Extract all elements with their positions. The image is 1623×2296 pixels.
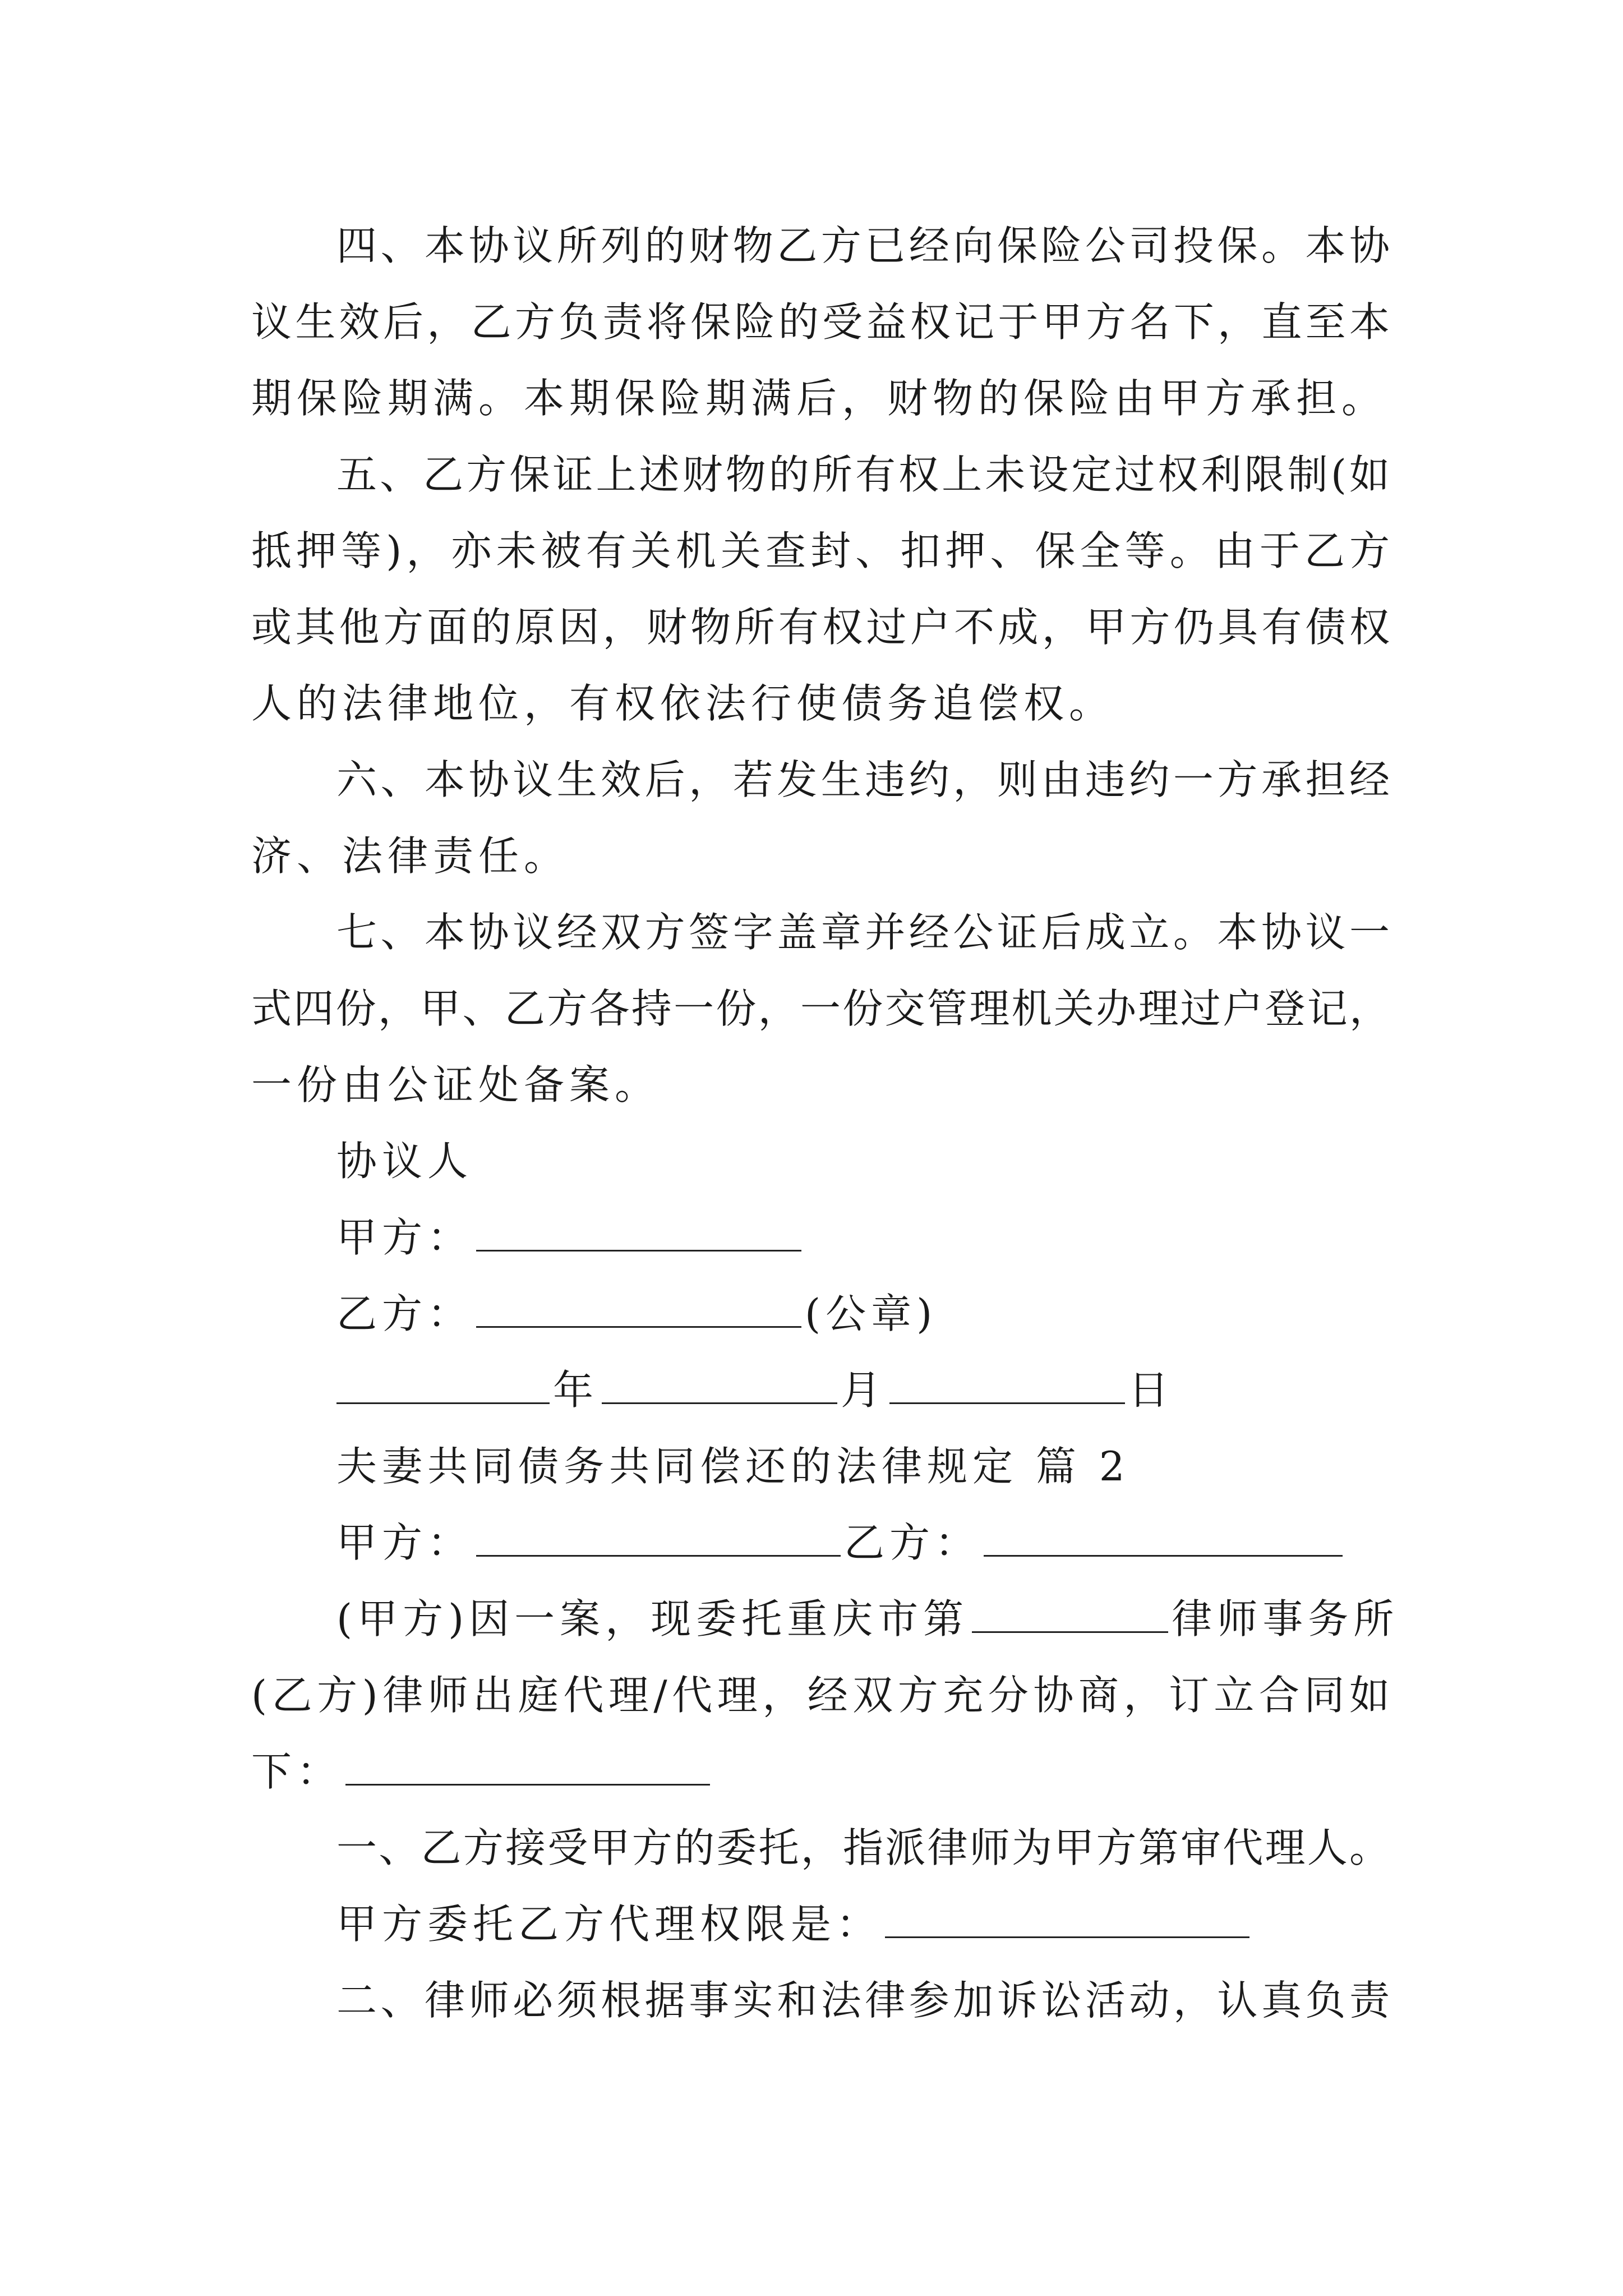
paragraph-4-line-2: 议生效后，乙方负责将保险的受益权记于甲方名下，直至本 <box>251 298 1390 346</box>
paragraph-7-line-3: 一份由公证处备案。 <box>251 1061 661 1108</box>
paragraph-5-line-1: 五、乙方保证上述财物的所有权上未设定过权利限制(如 <box>336 451 1390 498</box>
signatory-label: 协议人 <box>336 1138 473 1185</box>
day-blank <box>889 1363 1125 1404</box>
party-a-label: 甲方： <box>336 1214 473 1261</box>
date-line <box>251 1352 1390 1428</box>
section-2-party-b-blank <box>984 1516 1343 1557</box>
day-label: 日 <box>1128 1366 1174 1414</box>
section-2-parties-line <box>251 1504 1390 1581</box>
intro-text-b: 律师事务所 <box>1172 1595 1399 1642</box>
party-a-sign-line <box>251 1199 1390 1276</box>
intro-text-a: (甲方)因一案，现委托重庆市第 <box>336 1595 969 1642</box>
paragraph-7-line-1: 七、本协议经双方签字盖章并经公证后成立。本协议一 <box>336 909 1390 956</box>
section-2-intro-line-2: (乙方)律师出庭代理/代理，经双方充分协商，订立合同如 <box>251 1672 1390 1719</box>
party-b-blank <box>476 1287 801 1328</box>
firm-blank <box>972 1592 1168 1633</box>
party-b-label: 乙方： <box>336 1290 473 1337</box>
intro-text-c: 下： <box>251 1748 343 1795</box>
paragraph-4-line-1: 四、本协议所列的财物乙方已经向保险公司投保。本协 <box>336 222 1390 269</box>
section-2-heading: 夫妻共同债务共同偿还的法律规定 篇 2 <box>336 1443 1130 1490</box>
section-2-clause-2: 二、律师必须根据事实和法律参加诉讼活动，认真负责 <box>336 1977 1390 2024</box>
month-blank <box>602 1363 837 1404</box>
authority-line <box>251 1886 1390 1962</box>
section-2-party-b-label: 乙方： <box>844 1519 981 1566</box>
paragraph-5-line-2: 抵押等)，亦未被有关机关查封、扣押、保全等。由于乙方 <box>251 527 1390 574</box>
party-a-blank <box>476 1211 801 1251</box>
document-page <box>251 0 1399 2296</box>
paragraph-6-line-2: 济、法律责任。 <box>251 832 570 880</box>
authority-blank <box>885 1897 1249 1938</box>
section-2-party-a-label: 甲方： <box>336 1519 473 1566</box>
paragraph-6-line-1: 六、本协议生效后，若发生违约，则由违约一方承担经 <box>336 756 1390 803</box>
section-2-intro-line-1 <box>251 1581 1399 1657</box>
party-b-sign-line <box>251 1276 1390 1352</box>
section-2-clause-1: 一、乙方接受甲方的委托，指派律师为甲方第审代理人。 <box>336 1824 1390 1871</box>
paragraph-5-line-3: 或其他方面的原因，财物所有权过户不成，甲方仍具有债权 <box>251 604 1390 651</box>
intro-blank <box>345 1745 710 1786</box>
seal-label: (公章) <box>805 1290 938 1337</box>
section-2-party-a-blank <box>476 1516 841 1557</box>
year-label: 年 <box>553 1366 599 1414</box>
paragraph-5-line-4: 人的法律地位，有权依法行使债务追偿权。 <box>251 680 1115 727</box>
year-blank <box>336 1363 550 1404</box>
authority-label: 甲方委托乙方代理权限是： <box>336 1901 882 1948</box>
section-2-intro-line-3 <box>251 1733 1390 1810</box>
month-label: 月 <box>841 1366 887 1414</box>
paragraph-4-line-3: 期保险期满。本期保险期满后，财物的保险由甲方承担。 <box>251 375 1387 422</box>
paragraph-7-line-2: 式四份，甲、乙方各持一份，一份交管理机关办理过户登记， <box>251 985 1390 1032</box>
